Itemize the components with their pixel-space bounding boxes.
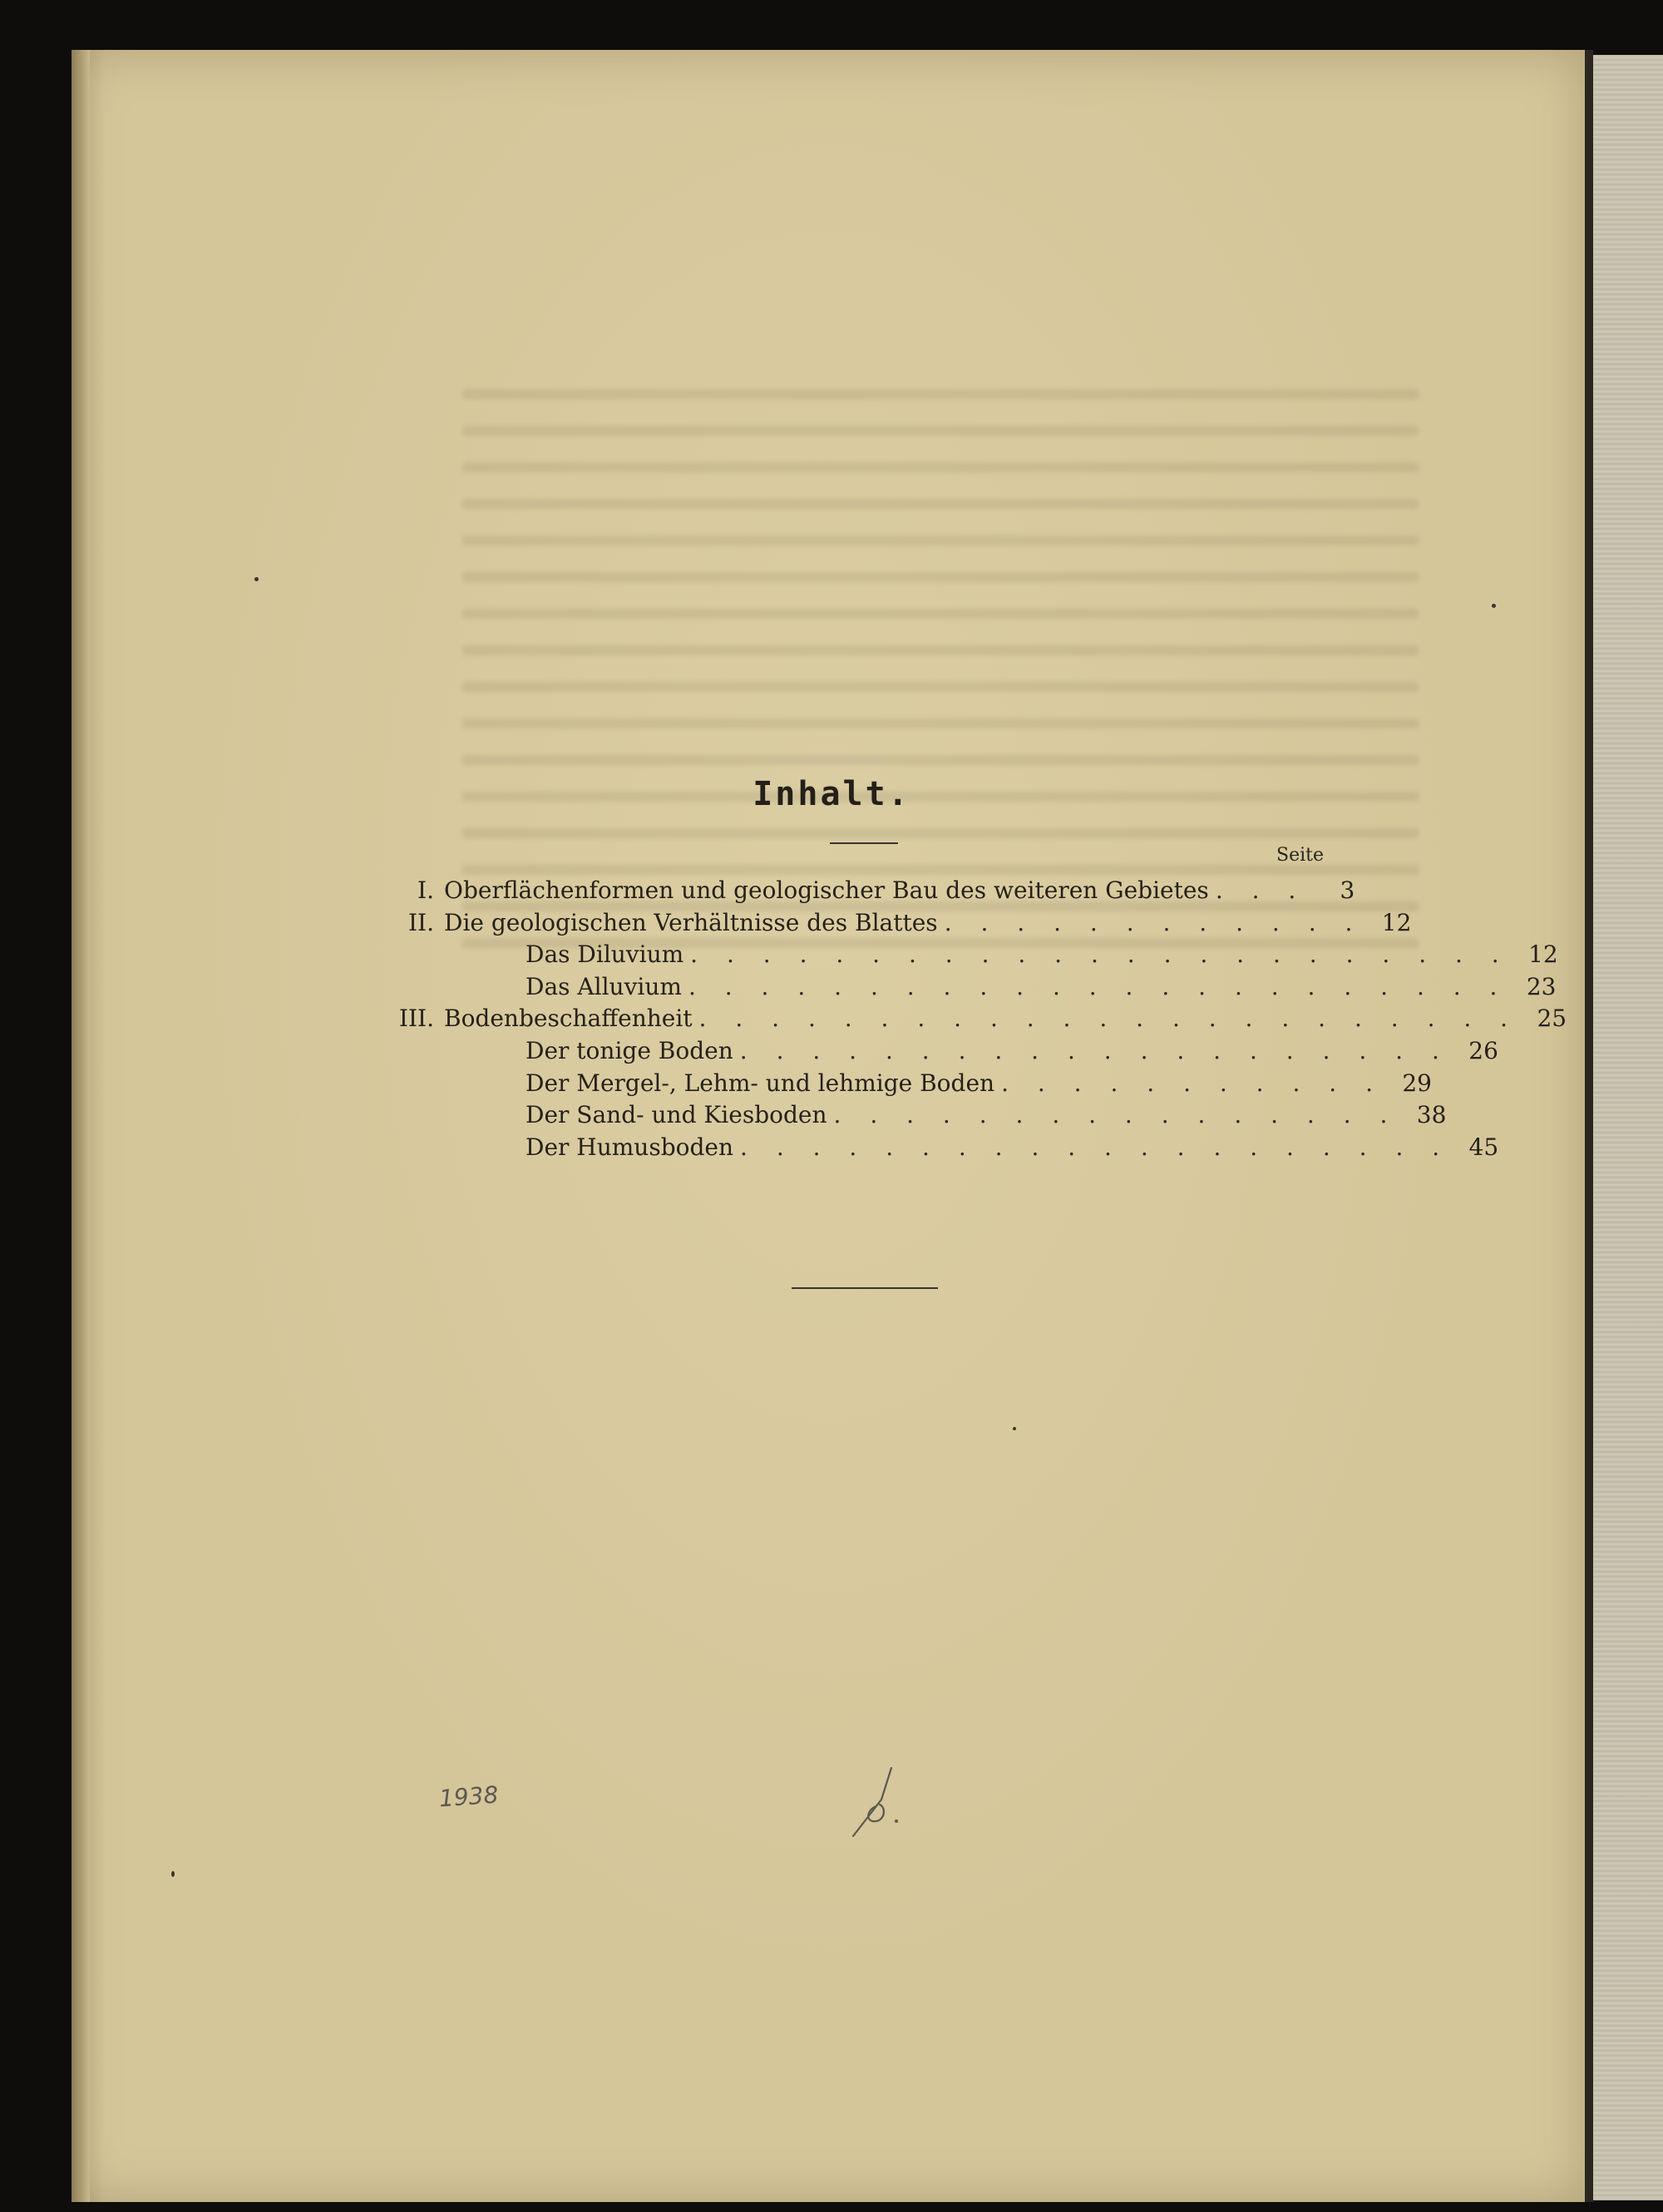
- paper-speck: [1013, 1427, 1016, 1430]
- paper-speck: [1492, 604, 1496, 608]
- toc-leader-dots: . . .: [1215, 876, 1307, 904]
- cover-cloth: [1593, 55, 1663, 2200]
- table-of-contents: [391, 876, 1567, 1165]
- paper-speck: [171, 1871, 175, 1877]
- toc-subentry: [391, 1036, 1498, 1069]
- toc-entry-label: Das Diluvium: [526, 941, 684, 969]
- toc-leader-dots: . . . . . . . . . . . . . . . .: [833, 1101, 1399, 1129]
- toc-entry-page: 12: [1381, 908, 1412, 936]
- closing-rule: [792, 1287, 938, 1289]
- toc-entry-page: 23: [1526, 972, 1557, 1000]
- toc-entry-page: 25: [1537, 1005, 1567, 1033]
- toc-entry-label: Bodenbeschaffenheit: [444, 1005, 693, 1033]
- toc-entry-number: II.: [407, 908, 434, 936]
- toc-subentry: [391, 1101, 1447, 1133]
- toc-entry-page: 3: [1340, 876, 1355, 904]
- toc-entry-page: 45: [1468, 1133, 1499, 1161]
- toc-leader-dots: . . . . . . . . . . .: [1001, 1069, 1384, 1097]
- toc-entry-number: I.: [417, 876, 434, 904]
- toc-entry-page: 26: [1468, 1036, 1498, 1064]
- toc-entry-page: 12: [1528, 941, 1558, 969]
- toc-subentry: [391, 941, 1558, 973]
- page-column-label: Seite: [1276, 845, 1324, 866]
- toc-entry-page: 38: [1416, 1101, 1447, 1129]
- toc-leader-dots: . . . . . . . . . . . .: [944, 908, 1364, 936]
- paper-speck: [254, 577, 259, 581]
- toc-leader-dots: . . . . . . . . . . . . . . . . . . . .: [739, 1036, 1450, 1064]
- toc-entry: [391, 908, 1412, 941]
- heading-rule: [830, 842, 898, 844]
- toc-subentry: [391, 972, 1557, 1005]
- pencil-annotation: 1938: [437, 1780, 500, 1813]
- pencil-signature-mark: [848, 1763, 906, 1839]
- toc-leader-dots: . . . . . . . . . . . . . . . . . . . . . . .: [690, 941, 1510, 969]
- toc-entry-page: 29: [1402, 1069, 1432, 1097]
- toc-entry-number: III.: [398, 1005, 434, 1033]
- toc-leader-dots: . . . . . . . . . . . . . . . . . . . .: [740, 1133, 1451, 1161]
- toc-subentry: [391, 1133, 1499, 1166]
- toc-leader-dots: . . . . . . . . . . . . . . . . . . . . . . .: [698, 1005, 1519, 1033]
- toc-entry-label: Der Sand- und Kiesboden: [526, 1101, 827, 1129]
- toc-entry-label: Oberflächenformen und geologischer Bau des weiteren Gebietes: [444, 876, 1209, 904]
- toc-entry-label: Der Humusboden: [526, 1133, 734, 1161]
- toc-leader-dots: . . . . . . . . . . . . . . . . . . . . . . .: [688, 972, 1508, 1000]
- toc-entry: [391, 1005, 1567, 1037]
- toc-subentry: [391, 1069, 1432, 1102]
- toc-entry-label: Der Mergel-, Lehm- und lehmige Boden: [526, 1069, 995, 1097]
- contents-heading: Inhalt.: [753, 775, 910, 813]
- toc-entry-label: Das Alluvium: [526, 972, 682, 1000]
- page-gutter-edge: [72, 50, 90, 2202]
- book-binding: [1585, 50, 1593, 2202]
- toc-entry-label: Die geologischen Verhältnisse des Blattes: [444, 908, 938, 936]
- toc-entry: [391, 876, 1355, 909]
- toc-entry-label: Der tonige Boden: [526, 1036, 733, 1064]
